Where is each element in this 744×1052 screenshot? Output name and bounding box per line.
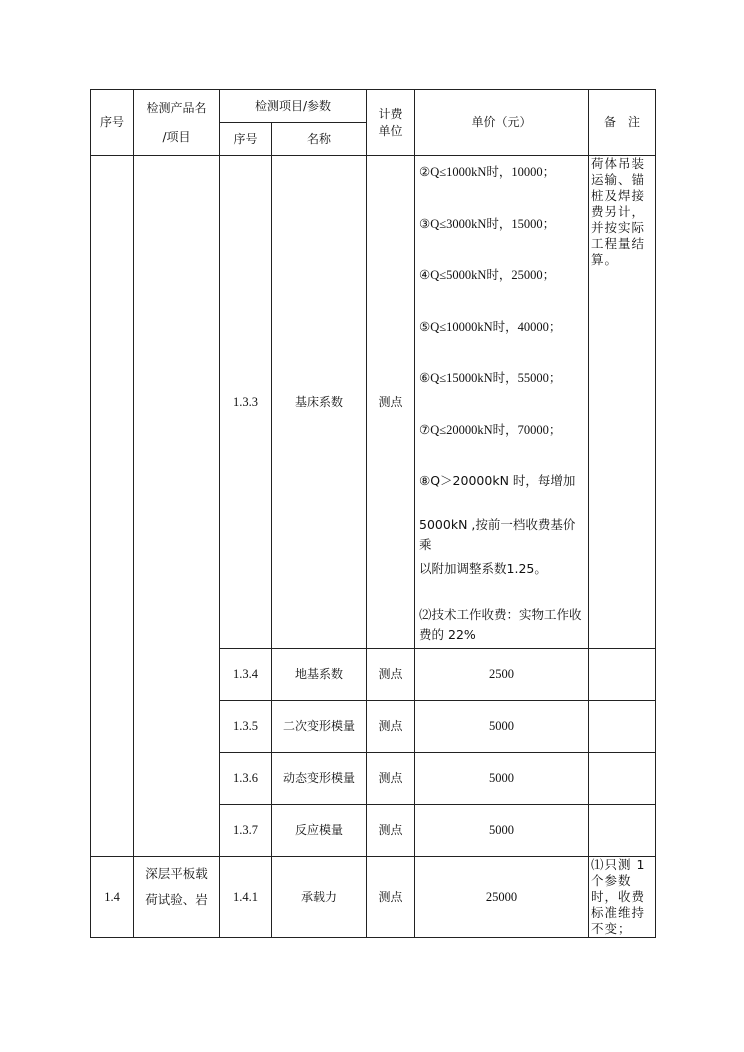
unit-cell: 测点 <box>367 701 415 753</box>
header-price: 单价（元） <box>415 90 589 156</box>
price-cell: 2500 <box>415 649 589 701</box>
item-name-cell: 动态变形模量 <box>272 753 367 805</box>
product-line: 深层平板载 <box>145 866 208 881</box>
header-product-line1: 检测产品名 <box>146 100 207 115</box>
unit-cell: 测点 <box>367 857 415 938</box>
price-line: ⑦Q≤20000kN时，70000； <box>419 422 562 437</box>
price-para-line: ⑧Q＞20000kN 时，每增加 <box>419 473 576 488</box>
seq-cell-empty <box>91 156 134 857</box>
price-para-line: 5000kN ,按前一档收费基价乘 <box>419 517 576 552</box>
item-seq-cell: 1.3.3 <box>220 156 272 649</box>
item-name-cell: 基床系数 <box>272 156 367 649</box>
price-line: ④Q≤5000kN时，25000； <box>419 268 556 282</box>
header-item-group: 检测项目/参数 <box>220 90 367 123</box>
header-unit <box>367 90 415 156</box>
item-seq-cell: 1.4.1 <box>220 857 272 938</box>
item-name-cell: 承载力 <box>272 857 367 938</box>
price-cell: 25000 <box>415 857 589 938</box>
unit-cell: 测点 <box>367 156 415 649</box>
product-cell-empty <box>134 156 220 857</box>
item-seq-cell: 1.3.6 <box>220 753 272 805</box>
table-row <box>91 857 656 938</box>
item-name-cell: 反应模量 <box>272 805 367 857</box>
header-unit-line2: 单位 <box>378 123 403 138</box>
unit-cell: 测点 <box>367 649 415 701</box>
header-note: 备 注 <box>589 90 656 156</box>
product-cell <box>134 857 220 938</box>
note-cell <box>589 805 656 857</box>
price-extra: ⑵技术工作收费：实物工作收费的 22% <box>419 607 582 642</box>
header-product <box>134 90 220 156</box>
note-cell: ⑴只测 1个参数时，收费标准维持不变； <box>589 857 656 938</box>
header-unit-line1: 计费 <box>378 107 403 122</box>
note-cell <box>589 649 656 701</box>
header-item-seq: 序号 <box>220 123 272 156</box>
header-product-line2: /项目 <box>162 130 191 145</box>
price-para-line: 以附加调整系数1.25。 <box>419 561 547 576</box>
price-cell: 5000 <box>415 753 589 805</box>
table-row <box>91 156 656 649</box>
price-cell: 5000 <box>415 805 589 857</box>
item-name-cell: 地基系数 <box>272 649 367 701</box>
product-line: 荷试验、岩 <box>145 892 208 907</box>
note-cell <box>589 753 656 805</box>
seq-cell: 1.4 <box>91 857 134 938</box>
header-seq: 序号 <box>91 90 134 156</box>
unit-cell: 测点 <box>367 805 415 857</box>
note-cell <box>589 701 656 753</box>
fee-table <box>90 89 656 938</box>
price-line: ⑥Q≤15000kN时，55000； <box>419 371 562 385</box>
price-line: ②Q≤1000kN时，10000； <box>419 165 556 179</box>
price-line: ③Q≤3000kN时，15000； <box>419 216 556 231</box>
price-cell: 5000 <box>415 701 589 753</box>
item-seq-cell: 1.3.7 <box>220 805 272 857</box>
price-line: ⑤Q≤10000kN时，40000； <box>419 319 562 334</box>
note-cell: 荷体吊装运输、锚桩及焊接费另计，并按实际工程量结算。 <box>589 156 656 649</box>
price-detail-cell <box>415 156 589 649</box>
item-name-cell: 二次变形模量 <box>272 701 367 753</box>
unit-cell: 测点 <box>367 753 415 805</box>
item-seq-cell: 1.3.5 <box>220 701 272 753</box>
item-seq-cell: 1.3.4 <box>220 649 272 701</box>
header-item-name: 名称 <box>272 123 367 156</box>
